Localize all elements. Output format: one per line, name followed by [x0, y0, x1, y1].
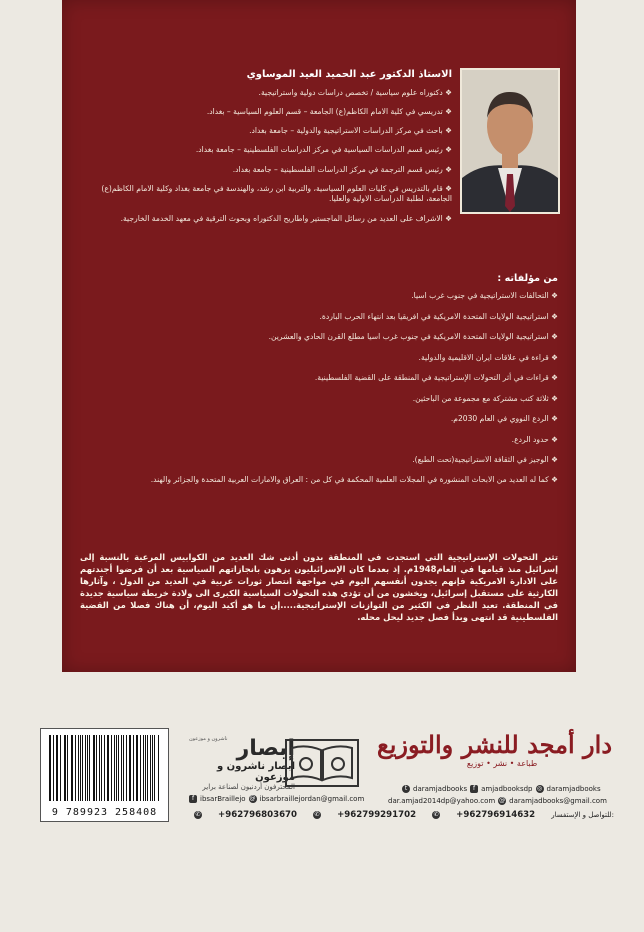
- amjad-logo: دار أمجد للنشر والتوزيع: [376, 730, 612, 759]
- phone-3[interactable]: +962796914632: [456, 810, 536, 820]
- work-item: ❖ قراءة في علاقات ايران الاقليمية والدولية.: [418, 352, 558, 362]
- ibsar-logo: إبصار: [236, 736, 295, 761]
- email-icon: @: [499, 797, 506, 804]
- author-name: الاستاذ الدكتور عبد الحميد العيد الموساوي: [246, 69, 452, 80]
- ibsar-line1: ابصار ناشرون و موزعون: [216, 761, 295, 783]
- ibsar-publisher: [183, 736, 295, 791]
- ibsar-social-row: [189, 795, 364, 803]
- barcode-bar: [130, 735, 131, 801]
- ibsar-email[interactable]: ibsarbraillejordan@gmail.com: [259, 795, 365, 803]
- email-icon: @: [249, 795, 256, 802]
- work-item: ❖ استراتيجية الولايات المتحدة الامريكية في جنوب غرب اسيا مطلع القرن الحادي والعشرين.: [268, 332, 558, 342]
- barcode-bar: [137, 735, 138, 801]
- isbn-number: 9 789923 258408: [51, 807, 158, 818]
- amjad-social-row1: [402, 785, 601, 793]
- bio-item: ❖ رئيس قسم الدراسات السياسية في مركز الدراسات الفلسطينية – جامعة بغداد.: [195, 145, 452, 155]
- facebook-icon: f: [189, 795, 197, 803]
- amjad-twitter[interactable]: daramjadbooks: [413, 785, 468, 793]
- phone-2[interactable]: +962799291702: [337, 810, 417, 820]
- barcode-bar: [60, 735, 61, 801]
- ibsar-facebook[interactable]: ibsarBraillejo: [200, 795, 246, 803]
- ibsar-line2: المحترفون أردنيون لصناعة براير: [202, 783, 295, 791]
- barcode-bar: [99, 735, 100, 801]
- barcode-bar: [78, 735, 79, 801]
- amjad-instagram[interactable]: daramjadbooks: [546, 785, 601, 793]
- author-photo: [460, 68, 560, 214]
- barcode-bar: [67, 735, 68, 801]
- amjad-facebook[interactable]: amjadbooksdp: [481, 785, 533, 793]
- facebook-icon: f: [470, 785, 478, 793]
- isbn-barcode: [40, 728, 169, 822]
- amjad-social-row2: [388, 797, 607, 805]
- works-list: [80, 291, 558, 486]
- work-item: ❖ التحالفات الاستراتيجية في جنوب غرب اسيا.: [411, 291, 558, 301]
- barcode-bar: [111, 735, 112, 801]
- amjad-gmail[interactable]: daramjadbooks@gmail.com: [509, 797, 607, 805]
- amjad-tagline: طباعة • نشر • توزيع: [466, 759, 538, 768]
- bio-item: ❖ دكتوراه علوم سياسية / تخصص دراسات دولية واستراتيجية.: [258, 87, 452, 97]
- barcode-bar: [53, 735, 54, 801]
- phone-icon: ✆: [314, 811, 320, 818]
- ibsar-small: ناشرون و موزعون: [189, 736, 228, 742]
- barcode-bar: [89, 735, 90, 801]
- open-book-icon: [284, 738, 360, 788]
- phone-icon: ✆: [433, 811, 439, 818]
- book-blurb: تثير التحولات الإستراتيجية التي استجدت في المنطقة بدون أدنى شك العديد من الكوابيس المرعبة بالنسبة إلى إسرائيل منذ قيامها في العام1948م. إذ بعدما كان الإسرائيليون يزهون بانجازاتهم السياسية بعد أن فرضوا أجندتهم على الادارة الامريكية فإنهم يجدون أنفسهم اليوم في مواجهة انتصار ثورات عربية في العديد من الدول ، وآثارها الكارثية على مستقبل إسرائيل، ويخشون من أن تؤدي هذه التحولات السياسية الكبرى الى ولادة خريطة سياسية جديدة في المنطقة. تعيد النظر في الكثير من التوازنات الإستراتيجية.....إن ما هو أكيد اليوم، أن هناك فصلا من القضية الفلسطينية قد انتهى وبدأ فصل جديد ليحل محله.: [80, 552, 558, 622]
- barcode-bar: [123, 735, 124, 801]
- work-item: ❖ ثلاثة كتب مشتركة مع مجموعة من الباحثين.: [412, 393, 558, 403]
- barcode-bars: [49, 735, 159, 801]
- barcode-bar: [82, 735, 83, 801]
- phone-1[interactable]: +962796803670: [218, 810, 298, 820]
- amjad-publisher: [376, 730, 612, 780]
- work-item: ❖ الوجيز في الثقافة الاستراتيجية(تحت الطبع).: [412, 454, 558, 464]
- barcode-bar: [65, 735, 66, 801]
- instagram-icon: ◎: [536, 785, 543, 792]
- work-item: ❖ الردع النووي في العام 2030م.: [450, 414, 558, 424]
- contact-label: للتواصل و الإستفسار:: [551, 811, 614, 819]
- amjad-yahoo[interactable]: dar.amjad2014dp@yahoo.com: [388, 797, 496, 805]
- work-item: ❖ حدود الردع.: [511, 434, 558, 444]
- barcode-bar: [143, 735, 144, 801]
- bio-item: ❖ قام بالتدريس في كليات العلوم السياسية، والتربية ابن رشد، والهندسة في جامعة بغداد وكلية الامام الكاظم(ع) الجامعة، لطلبة الدراسات الاولية والعليا.: [101, 183, 452, 203]
- bio-list: [80, 88, 452, 225]
- barcode-bar: [150, 735, 151, 801]
- twitter-icon: t: [402, 785, 410, 793]
- works-heading: من مؤلفاته :: [497, 273, 558, 284]
- work-item: ❖ قراءات في أثر التحولات الإستراتيجية في المنطقة على القضية الفلسطينية.: [314, 373, 558, 383]
- work-item: ❖ كما له العديد من الابحاث المنشورة في المجلات العلمية المحكمة في كل من : العراق والامارات العربية المتحدة والجزائر والهند.: [150, 475, 558, 485]
- bio-item: ❖ رئيس قسم الترجمة في مركز الدراسات الفلسطينية – جامعة بغداد.: [232, 164, 452, 174]
- work-item: ❖ استراتيجية الولايات المتحدة الامريكية في افريقيا بعد انتهاء الحرب الباردة.: [319, 311, 558, 321]
- bio-item: ❖ الاشراف على العديد من رسائل الماجستير واطاريح الدكتوراه وبحوث الترقية في معهد الخدمة الخارجية.: [120, 214, 452, 224]
- barcode-bar: [101, 735, 102, 801]
- bio-item: ❖ تدريسي في كلية الامام الكاظم(ع) الجامعة – قسم العلوم السياسية – بغداد.: [206, 106, 452, 116]
- author-bio: [80, 64, 452, 235]
- bio-item: ❖ باحث في مركز الدراسات الاستراتيجية والدولية – جامعة بغداد.: [249, 126, 452, 135]
- back-cover-panel: [62, 0, 576, 672]
- whatsapp-icon: ✆: [195, 811, 201, 818]
- author-works: [80, 272, 558, 496]
- phone-row: [194, 810, 614, 820]
- barcode-bar: [116, 735, 117, 801]
